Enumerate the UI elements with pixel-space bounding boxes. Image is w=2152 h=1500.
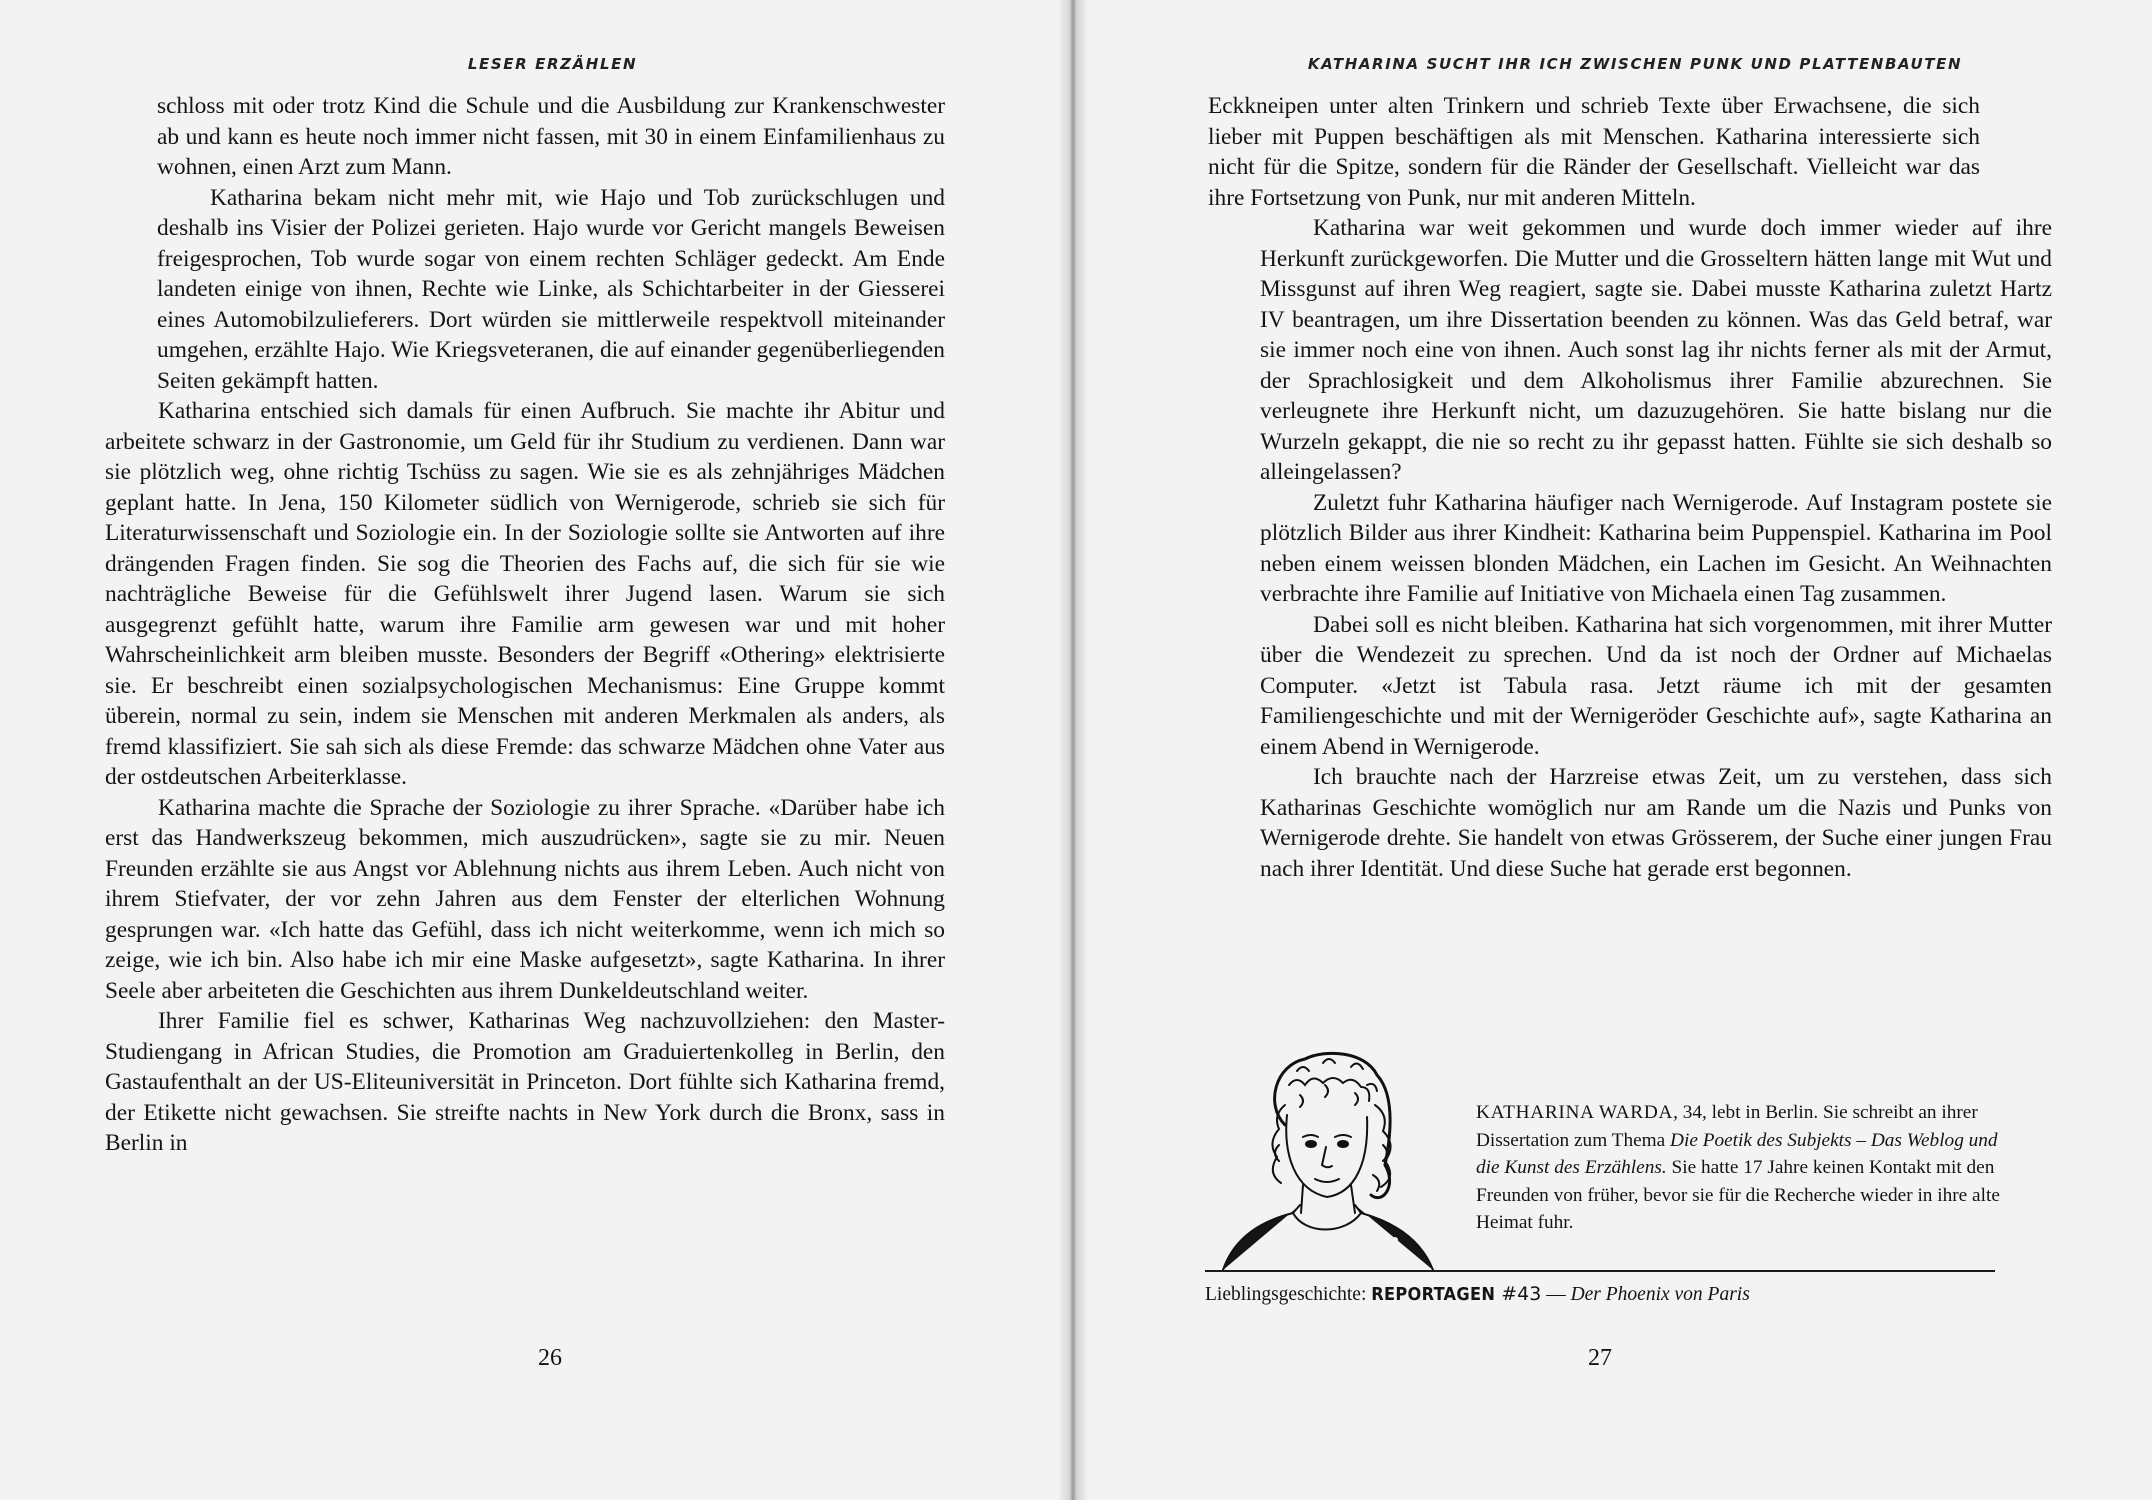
right-paragraph-4: Dabei soll es nicht bleiben. Katharina hat sich vorgenommen, mit ihrer Mutter über die Wendezeit zu sprechen. Und da ist noch der Ordner auf Michaelas Computer. «Jetzt ist Tabula rasa. Jetzt räume ich mit der gesamten Familiengeschichte und mit der Wernigeröder Geschichte auf», sagte Katharina an einem Abend in Wernigerode. bbox=[1260, 611, 2052, 760]
left-paragraph-2: Katharina bekam nicht mehr mit, wie Hajo und Tob zurückschlugen und deshalb ins Visier der Polizei gerieten. Hajo wurde vor Gericht mangels Beweisen freigesprochen, Tob wurde sogar von einem rechten Schläger gedeckt. Am Ende landeten einige von ihnen, Rechte wie Linke, als Schichtarbeiter in der Giesserei eines Automobilzulieferers. Dort würden sie mittlerweile respektvoll miteinander umgehen, erzählte Hajo. Wie Kriegsveteranen, die auf einander gegenüberliegenden Seiten gekämpft hatten. bbox=[157, 184, 945, 394]
author-name: KATHARINA WARDA bbox=[1476, 1102, 1674, 1123]
left-body-text bbox=[105, 91, 945, 1159]
favorite-story bbox=[1205, 1283, 1750, 1306]
right-page bbox=[1080, 0, 2152, 1500]
favorite-title: Der Phoenix von Paris bbox=[1570, 1284, 1750, 1305]
dissertation-title: Die Poetik des Subjekts – Das Weblog und die Kunst des Erzählens. bbox=[1476, 1129, 1998, 1178]
left-paragraph-4: Katharina machte die Sprache der Soziologie zu ihrer Sprache. «Darüber habe ich erst das Handwerkszeug bekommen, mich auszudrücken», sagte sie zu mir. Neuen Freunden erzählte sie aus Angst vor Ablehnung nichts aus ihrem Leben. Auch nicht von ihrem Stiefvater, der vor zehn Jahren aus dem Fenster der elterlichen Wohnung gesprungen war. «Ich hatte das Gefühl, dass ich nicht weiterkomme, wenn ich mich so zeige, wie ich bin. Also habe ich mir eine Maske aufgesetzt», sagte Katharina. In ihrer Seele aber arbeiteten die Geschichten aus ihrem Dunkeldeutschland weiter. bbox=[105, 794, 945, 1004]
left-page bbox=[0, 0, 1070, 1500]
author-bio-text-a: , 34, lebt in Berlin. Sie schreibt an ihrer Dissertation zum Thema bbox=[1476, 1102, 1978, 1151]
left-page-number: 26 bbox=[538, 1345, 562, 1371]
author-box bbox=[1205, 1045, 2075, 1305]
left-paragraph-5: Ihrer Familie fiel es schwer, Katharinas Weg nachzuvollziehen: den Master-Studiengang in African Studies, die Promotion am Graduiertenkolleg in Berlin, den Gastaufenthalt an der US-Eliteuniversität in Princeton. Dort fühlte sich Katharina fremd, der Etikette nicht gewachsen. Sie streifte nachts in New York durch die Bronx, sass in Berlin in bbox=[105, 1008, 945, 1156]
left-paragraph-3: Katharina entschied sich damals für einen Aufbruch. Sie machte ihr Abitur und arbeitete schwarz in der Gastronomie, um Geld für ihr Studium zu verdienen. Dann war sie plötzlich weg, ohne richtig Tschüss zu sagen. Wie sie es als zehnjähriges Mädchen geplant hatte. In Jena, 150 Kilometer südlich von Wernigerode, schrieb sie sich für Literaturwissenschaft und Soziologie ein. In der Soziologie sollte sie Antworten auf ihre drängenden Fragen finden. Sie sog die Theorien des Fachs auf, die sich für sie wie nachträgliche Beweise für die Gefühlswelt ihrer Jugend lasen. Warum sie sich ausgegrenzt gefühlt hatte, warum ihre Familie arm gewesen war und mit hoher Wahrscheinlichkeit arm bleiben musste. Besonders der Begriff «Othering» elektrisierte sie. Er beschreibt einen sozialpsychologischen Mechanismus: Eine Gruppe kommt überein, normal zu sein, indem sie Menschen mit anderen Merkmalen als anders, als fremd klassifiziert. Sie sah sich als diese Fremde: das schwarze Mädchen ohne Vater aus der ostdeutschen Arbeiterklasse. bbox=[105, 398, 945, 790]
right-body-text bbox=[1208, 91, 2052, 884]
right-running-head: KATHARINA SUCHT IHR ICH ZWISCHEN PUNK UND PLATTENBAUTEN bbox=[1307, 55, 1963, 73]
bio-rule bbox=[1205, 1270, 1995, 1272]
right-paragraph-5: Ich brauchte nach der Harzreise etwas Zeit, um zu verstehen, dass sich Katharinas Geschichte womöglich nur am Rande um die Nazis und Punks von Wernigerode drehte. Sie handelt von etwas Grösserem, der Suche einer jungen Frau nach ihrer Identität. Und diese Suche hat gerade erst begonnen. bbox=[1260, 764, 2052, 882]
right-page-number: 27 bbox=[1588, 1345, 1612, 1371]
favorite-number: #43 bbox=[1495, 1283, 1542, 1305]
author-bio-text-b: Sie hatte 17 Jahre keinen Kontakt mit den Freunden von früher, bevor sie für die Recherche wieder in ihre alte Heimat fuhr. bbox=[1476, 1157, 2000, 1233]
author-bio bbox=[1476, 1099, 2016, 1237]
book-spine bbox=[1058, 0, 1088, 1500]
favorite-separator: — bbox=[1541, 1284, 1571, 1305]
favorite-label: Lieblingsgeschichte: bbox=[1205, 1284, 1372, 1305]
favorite-series: REPORTAGEN bbox=[1371, 1284, 1496, 1305]
left-paragraph-1: schloss mit oder trotz Kind die Schule und die Ausbildung zur Krankenschwester ab und kann es heute noch immer nicht fassen, mit 30 in einem Einfamilienhaus zu wohnen, einen Arzt zum Mann. bbox=[157, 93, 945, 180]
left-running-head: LESER ERZÄHLEN bbox=[467, 55, 638, 73]
right-paragraph-2: Katharina war weit gekommen und wurde doch immer wieder auf ihre Herkunft zurückgeworfen. Die Mutter und die Grosseltern hätten lange mit Wut und Missgunst auf ihren Weg reagiert, sagte sie. Dabei musste Katharina zuletzt Hartz IV beantragen, um ihre Dissertation beenden zu können. Was das Geld betraf, war sie immer noch eine von ihnen. Auch sonst lag ihr nichts ferner als mit der Armut, der Sprachlosigkeit und dem Alkoholismus ihrer Familie abzurechnen. Sie verleugnete ihre Herkunft nicht, um dazuzugehören. Sie hatte bislang nur die Wurzeln gekappt, die nie so recht zu ihr gepasst hatten. Fühlte sie sich deshalb so alleingelassen? bbox=[1260, 215, 2052, 485]
right-paragraph-1: Eckkneipen unter alten Trinkern und schrieb Texte über Erwachsene, die sich lieber mit Puppen beschäftigen als mit Menschen. Katharina interessierte sich nicht für die Spitze, sondern für die Ränder der Gesellschaft. Vielleicht war das ihre Fortsetzung von Punk, nur mit anderen Mitteln. bbox=[1208, 93, 1980, 211]
right-paragraph-3: Zuletzt fuhr Katharina häufiger nach Wernigerode. Auf Instagram postete sie plötzlich Bilder aus ihrer Kindheit: Katharina beim Puppenspiel. Katharina im Pool neben einem weissen blonden Mädchen, ein Lachen im Gesicht. An Weihnachten verbrachte ihre Familie auf Initiative von Michaela einen Tag zusammen. bbox=[1260, 489, 2052, 607]
author-portrait bbox=[1205, 1045, 1445, 1270]
